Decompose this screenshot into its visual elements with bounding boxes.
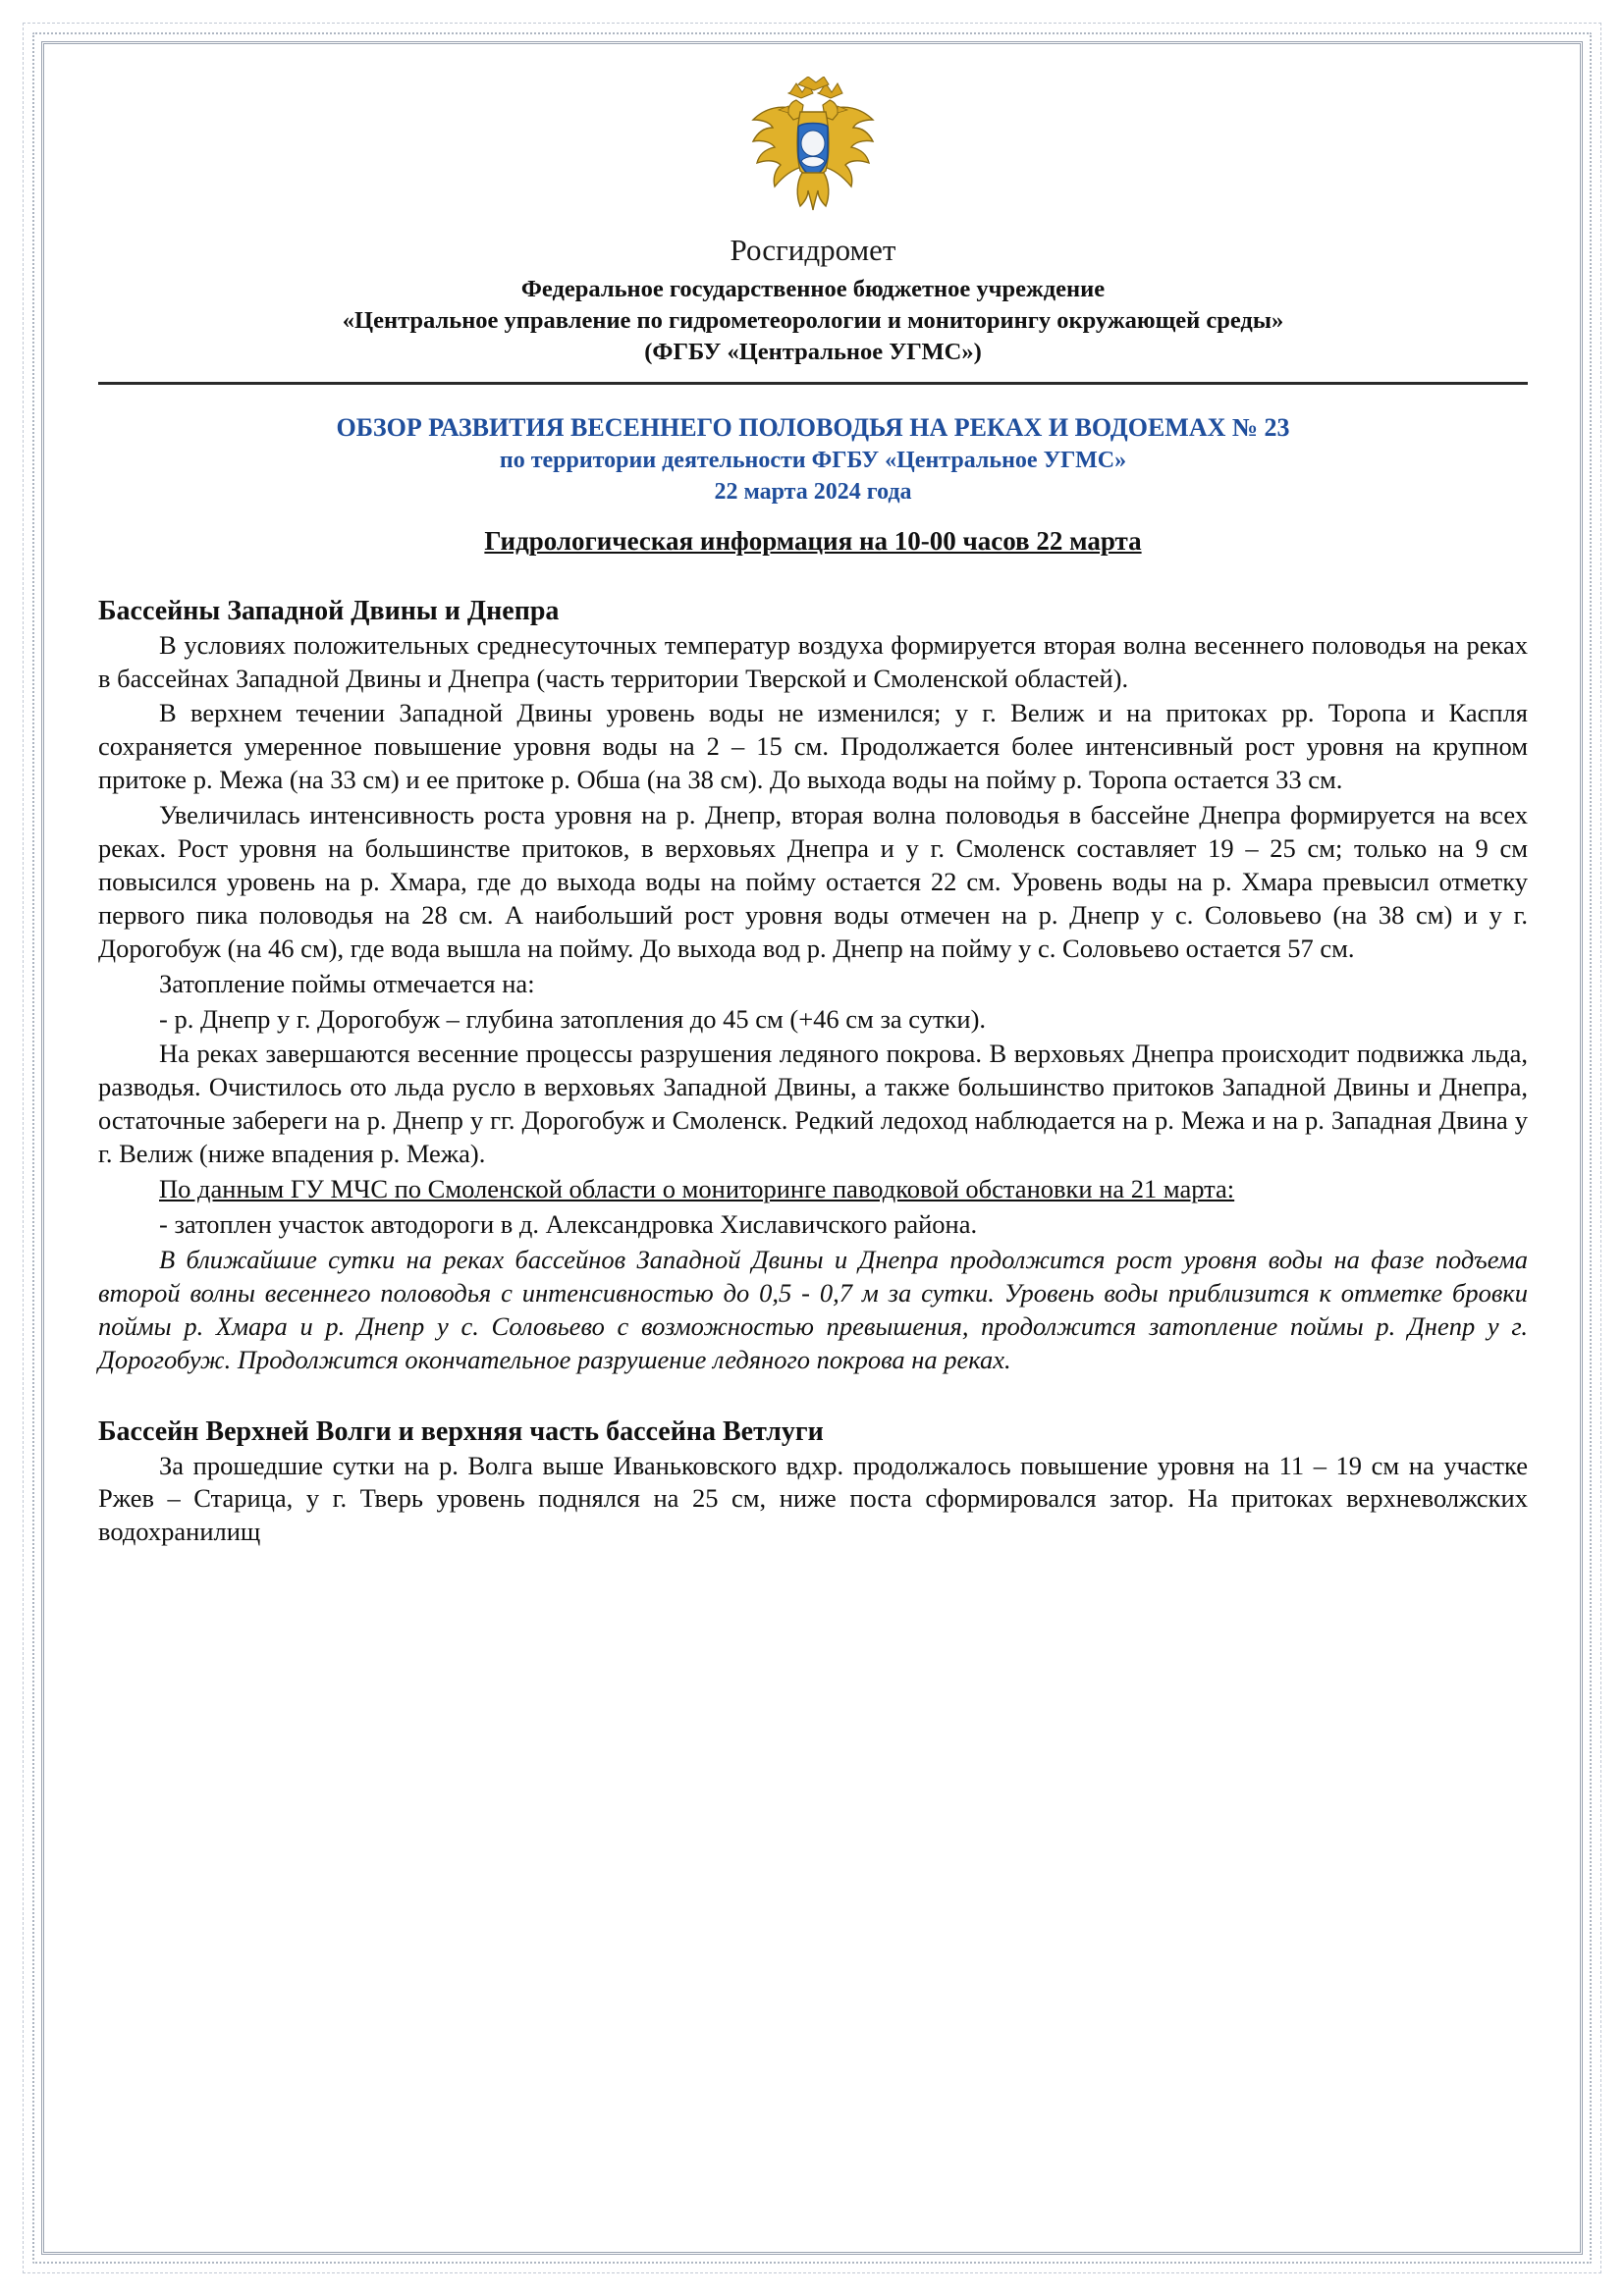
section-heading-zapadnaya-dvina-dnepr: Бассейны Западной Двины и Днепра <box>98 595 560 626</box>
paragraph-forecast: В ближайшие сутки на реках бассейнов Западной Двины и Днепра продолжится рост уровня воды на фазе подъема второй волны весеннего половодья с интенсивностью до 0,5 - 0,7 м за сутки. Уровень воды приблизится к отметке бровки поймы р. Хмара и р. Днепр у с. Соловьево с возможностью превышения, продолжится затопление поймы р. Днепр у г. Дорогобуж. Продолжится окончательное разрушение ледяного покрова на реках. <box>98 1244 1528 1374</box>
paragraph: За прошедшие сутки на р. Волга выше Иваньковского вдхр. продолжалось повышение уровня на 11 – 19 см на участке Ржев – Старица, у г. Тверь уровень поднялся на 25 см, ниже поста сформировался затор. На притоках верхневолжских водохранилищ <box>98 1450 1528 1547</box>
report-title-block <box>98 410 1528 508</box>
russian-double-headed-eagle-emblem <box>739 77 887 219</box>
agency-line-1: Федеральное государственное бюджетное учреждение <box>520 276 1106 303</box>
paragraph-underlined-mchs-reference: По данным ГУ МЧС по Смоленской области о мониторинге паводковой обстановки на 21 марта: <box>159 1174 1235 1204</box>
agency-line-2: «Центральное управление по гидрометеорологии и мониторингу окружающей среды» <box>342 307 1284 335</box>
section-heading-verhnyaya-volga-vetluga: Бассейн Верхней Волги и верхняя часть бассейна Ветлуги <box>98 1415 824 1447</box>
paragraph: В верхнем течении Западной Двины уровень воды не изменился; у г. Велиж и на притоках рр. Торопа и Каспля сохраняется умеренное повышение уровня воды на 2 – 15 см. Продолжается более интенсивный рост уровня на крупном притоке р. Межа (на 33 см) и ее притоке р. Обша (на 38 см). До выхода воды на пойму р. Торопа остается 33 см. <box>98 698 1528 795</box>
paragraph: Увеличилась интенсивность роста уровня на р. Днепр, вторая волна половодья в бассейне Днепра формируется на всех реках. Рост уровня на большинстве притоков, в верховьях Днепра и у г. Смоленск составляет 19 – 25 см; только на 9 см повысился уровень на р. Хмара, где до выхода воды на пойму остается 22 см. Уровень воды на р. Хмара превысил отметку первого пика половодья на 28 см. А наибольший рост уровня воды отмечен на р. Днепр у с. Соловьево (на 38 см) и у г. Дорогобуж (на 46 см), где вода вышла на пойму. До выхода вод р. Днепр на пойму у с. Соловьево остается 57 см. <box>98 800 1528 963</box>
paragraph: - р. Днепр у г. Дорогобуж – глубина затопления до 45 см (+46 см за сутки). <box>159 1003 987 1034</box>
document-content <box>98 69 1528 1549</box>
report-title: ОБЗОР РАЗВИТИЯ ВЕСЕННЕГО ПОЛОВОДЬЯ НА РЕКАХ И ВОДОЕМАХ № 23 <box>336 412 1290 442</box>
hydrological-info-line: Гидрологическая информация на 10-00 часов 22 марта <box>484 525 1142 556</box>
report-subtitle: по территории деятельности ФГБУ «Центральное УГМС» <box>499 447 1127 473</box>
organization-header <box>98 232 1528 368</box>
emblem-container <box>98 77 1528 224</box>
paragraph: - затоплен участок автодороги в д. Александровка Хиславичского района. <box>159 1209 978 1239</box>
paragraph: В условиях положительных среднесуточных температур воздуха формируется вторая волна весеннего половодья на реках в бассейнах Западной Двины и Днепра (часть территории Тверской и Смоленской областей). <box>98 629 1528 693</box>
report-date: 22 марта 2024 года <box>714 479 912 506</box>
paragraph: Затопление поймы отмечается на: <box>159 968 535 998</box>
agency-line-3: (ФГБУ «Центральное УГМС») <box>644 338 982 365</box>
agency-name: Росгидромет <box>730 233 896 267</box>
paragraph: На реках завершаются весенние процессы разрушения ледяного покрова. В верховьях Днепра происходит подвижка льда, разводья. Очистилось ото льда русло в верховьях Западной Двины, а также большинство притоков Западной Двины и Днепра, остаточные забереги на р. Днепр у гг. Дорогобуж и Смоленск. Редкий ледоход наблюдается на р. Межа и на р. Западная Двина у г. Велиж (ниже впадения р. Межа). <box>98 1039 1528 1169</box>
header-divider <box>98 382 1528 385</box>
